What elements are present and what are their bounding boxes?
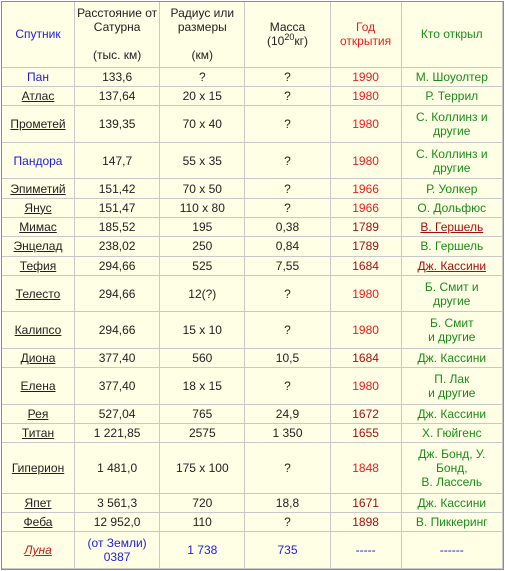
distance-cell: 185,52 <box>75 218 160 237</box>
mass-cell: ? <box>245 143 330 180</box>
distance-cell: 133,6 <box>75 68 160 87</box>
table-row <box>2 87 503 106</box>
satellite-name[interactable]: Мимас <box>2 218 75 237</box>
satellite-name[interactable]: Энцелад <box>2 237 75 256</box>
discoverer-cell: М. Шоуолтер <box>402 68 503 87</box>
discoverer-cell: Р. Уолкер <box>402 179 503 198</box>
discoverer-cell: О. Дольфюс <box>402 199 503 218</box>
year-cell: 1848 <box>331 443 402 494</box>
distance-cell: 1 221,85 <box>75 424 160 443</box>
mass-cell: 24,9 <box>245 405 330 424</box>
discoverer-cell: Х. Гюйгенс <box>402 424 503 443</box>
discoverer-cell: П. Лак и другие <box>402 368 503 405</box>
distance-cell: 147,7 <box>75 143 160 180</box>
mass-cell: 1 350 <box>245 424 330 443</box>
mass-cell: ? <box>245 443 330 494</box>
discoverer-cell: В. Гершель <box>402 237 503 256</box>
distance-cell: 294,66 <box>75 257 160 276</box>
discoverer-cell: Б. Смит и другие <box>402 276 503 313</box>
satellite-name[interactable]: Эпиметий <box>2 179 75 198</box>
satellite-name-moon[interactable]: Луна <box>2 532 75 569</box>
year-cell: 1684 <box>331 257 402 276</box>
satellite-name[interactable]: Янус <box>2 199 75 218</box>
distance-cell: 1 481,0 <box>75 443 160 494</box>
radius-cell: 195 <box>160 218 245 237</box>
mass-cell: 735 <box>245 532 330 569</box>
distance-cell: 377,40 <box>75 349 160 368</box>
table-row <box>2 143 503 180</box>
radius-cell: 175 x 100 <box>160 443 245 494</box>
table-row <box>2 513 503 532</box>
discoverer-cell: С. Коллинз и другие <box>402 143 503 180</box>
year-cell: 1990 <box>331 68 402 87</box>
header-radius: Радиус или размеры (км) <box>160 2 245 68</box>
header-mass: Масса $(10^{20}кг)$ <box>245 2 330 68</box>
satellite-name[interactable]: Елена <box>2 368 75 405</box>
distance-cell: 151,42 <box>75 179 160 198</box>
radius-cell: 250 <box>160 237 245 256</box>
distance-cell: (от Земли) 0387 <box>75 532 160 569</box>
header-year: Год открытия <box>331 2 402 68</box>
radius-cell: 1 738 <box>160 532 245 569</box>
satellite-name[interactable]: Гиперион <box>2 443 75 494</box>
discoverer-cell: Дж. Бонд, У. Бонд, В. Лассель <box>402 443 503 494</box>
satellite-name[interactable]: Титан <box>2 424 75 443</box>
discoverer-cell: С. Коллинз и другие <box>402 106 503 143</box>
discoverer-cell: Дж. Кассини <box>402 349 503 368</box>
mass-cell: ? <box>245 513 330 532</box>
discoverer-cell: ------ <box>402 532 503 569</box>
distance-cell: 3 561,3 <box>75 494 160 513</box>
header-discoverer: Кто открыл <box>402 2 503 68</box>
mass-cell: ? <box>245 312 330 349</box>
year-cell: 1966 <box>331 179 402 198</box>
mass-cell: ? <box>245 199 330 218</box>
year-cell: 1980 <box>331 368 402 405</box>
radius-cell: 110 <box>160 513 245 532</box>
discoverer-link[interactable]: Дж. Кассини <box>402 257 503 276</box>
year-cell: 1671 <box>331 494 402 513</box>
distance-cell: 238,02 <box>75 237 160 256</box>
radius-cell: 720 <box>160 494 245 513</box>
mass-cell: ? <box>245 276 330 313</box>
radius-cell: ? <box>160 68 245 87</box>
mass-cell: 0,84 <box>245 237 330 256</box>
radius-cell: 20 x 15 <box>160 87 245 106</box>
mass-cell: ? <box>245 87 330 106</box>
distance-cell: 377,40 <box>75 368 160 405</box>
satellite-name: Пан <box>2 68 75 87</box>
table-row <box>2 312 503 349</box>
table-row <box>2 179 503 198</box>
radius-cell: 15 x 10 <box>160 312 245 349</box>
mass-cell: 7,55 <box>245 257 330 276</box>
table-row <box>2 405 503 424</box>
radius-cell: 110 x 80 <box>160 199 245 218</box>
table-row <box>2 68 503 87</box>
year-cell: 1980 <box>331 106 402 143</box>
mass-cell: 10,5 <box>245 349 330 368</box>
table-row <box>2 494 503 513</box>
table-row <box>2 443 503 494</box>
year-cell: 1980 <box>331 276 402 313</box>
mass-cell: ? <box>245 368 330 405</box>
year-cell: 1789 <box>331 237 402 256</box>
discoverer-link[interactable]: В. Гершель <box>402 218 503 237</box>
table-row <box>2 532 503 569</box>
year-cell: ----- <box>331 532 402 569</box>
year-cell: 1684 <box>331 349 402 368</box>
radius-cell: 70 x 40 <box>160 106 245 143</box>
header-distance: Расстояние от Сатурна (тыс. км) <box>75 2 160 68</box>
satellite-name: Пандора <box>2 143 75 180</box>
satellite-name[interactable]: Диона <box>2 349 75 368</box>
mass-cell: ? <box>245 179 330 198</box>
distance-cell: 294,66 <box>75 312 160 349</box>
year-cell: 1980 <box>331 87 402 106</box>
radius-cell: 12(?) <box>160 276 245 313</box>
radius-cell: 560 <box>160 349 245 368</box>
table-row <box>2 368 503 405</box>
satellites-table <box>1 1 504 570</box>
radius-cell: 2575 <box>160 424 245 443</box>
distance-cell: 294,66 <box>75 276 160 313</box>
table-row <box>2 106 503 143</box>
year-cell: 1898 <box>331 513 402 532</box>
year-cell: 1672 <box>331 405 402 424</box>
discoverer-cell: В. Пиккеринг <box>402 513 503 532</box>
radius-cell: 525 <box>160 257 245 276</box>
satellite-name[interactable]: Прометей <box>2 106 75 143</box>
discoverer-cell: Дж. Кассини <box>402 405 503 424</box>
mass-cell: 18,8 <box>245 494 330 513</box>
distance-cell: 139,35 <box>75 106 160 143</box>
mass-cell: ? <box>245 68 330 87</box>
satellite-name[interactable]: Телесто <box>2 276 75 313</box>
mass-cell: 0,38 <box>245 218 330 237</box>
satellite-name[interactable]: Феба <box>2 513 75 532</box>
header-name: Спутник <box>2 2 75 68</box>
year-cell: 1789 <box>331 218 402 237</box>
mass-cell: ? <box>245 106 330 143</box>
satellite-name[interactable]: Атлас <box>2 87 75 106</box>
table-row <box>2 237 503 256</box>
radius-cell: 70 x 50 <box>160 179 245 198</box>
discoverer-cell: Дж. Кассини <box>402 494 503 513</box>
discoverer-cell: Р. Террил <box>402 87 503 106</box>
satellite-name[interactable]: Калипсо <box>2 312 75 349</box>
table-row <box>2 349 503 368</box>
distance-cell: 527,04 <box>75 405 160 424</box>
table-row <box>2 276 503 313</box>
radius-cell: 765 <box>160 405 245 424</box>
table-row <box>2 199 503 218</box>
table-row <box>2 257 503 276</box>
year-cell: 1655 <box>331 424 402 443</box>
header-row <box>2 2 503 68</box>
year-cell: 1980 <box>331 312 402 349</box>
distance-cell: 12 952,0 <box>75 513 160 532</box>
radius-cell: 55 x 35 <box>160 143 245 180</box>
table-row <box>2 218 503 237</box>
distance-cell: 151,47 <box>75 199 160 218</box>
year-cell: 1966 <box>331 199 402 218</box>
radius-cell: 18 x 15 <box>160 368 245 405</box>
distance-cell: 137,64 <box>75 87 160 106</box>
satellite-name[interactable]: Рея <box>2 405 75 424</box>
year-cell: 1980 <box>331 143 402 180</box>
satellite-name[interactable]: Япет <box>2 494 75 513</box>
discoverer-cell: Б. Смит и другие <box>402 312 503 349</box>
satellite-name[interactable]: Тефия <box>2 257 75 276</box>
table-row <box>2 424 503 443</box>
